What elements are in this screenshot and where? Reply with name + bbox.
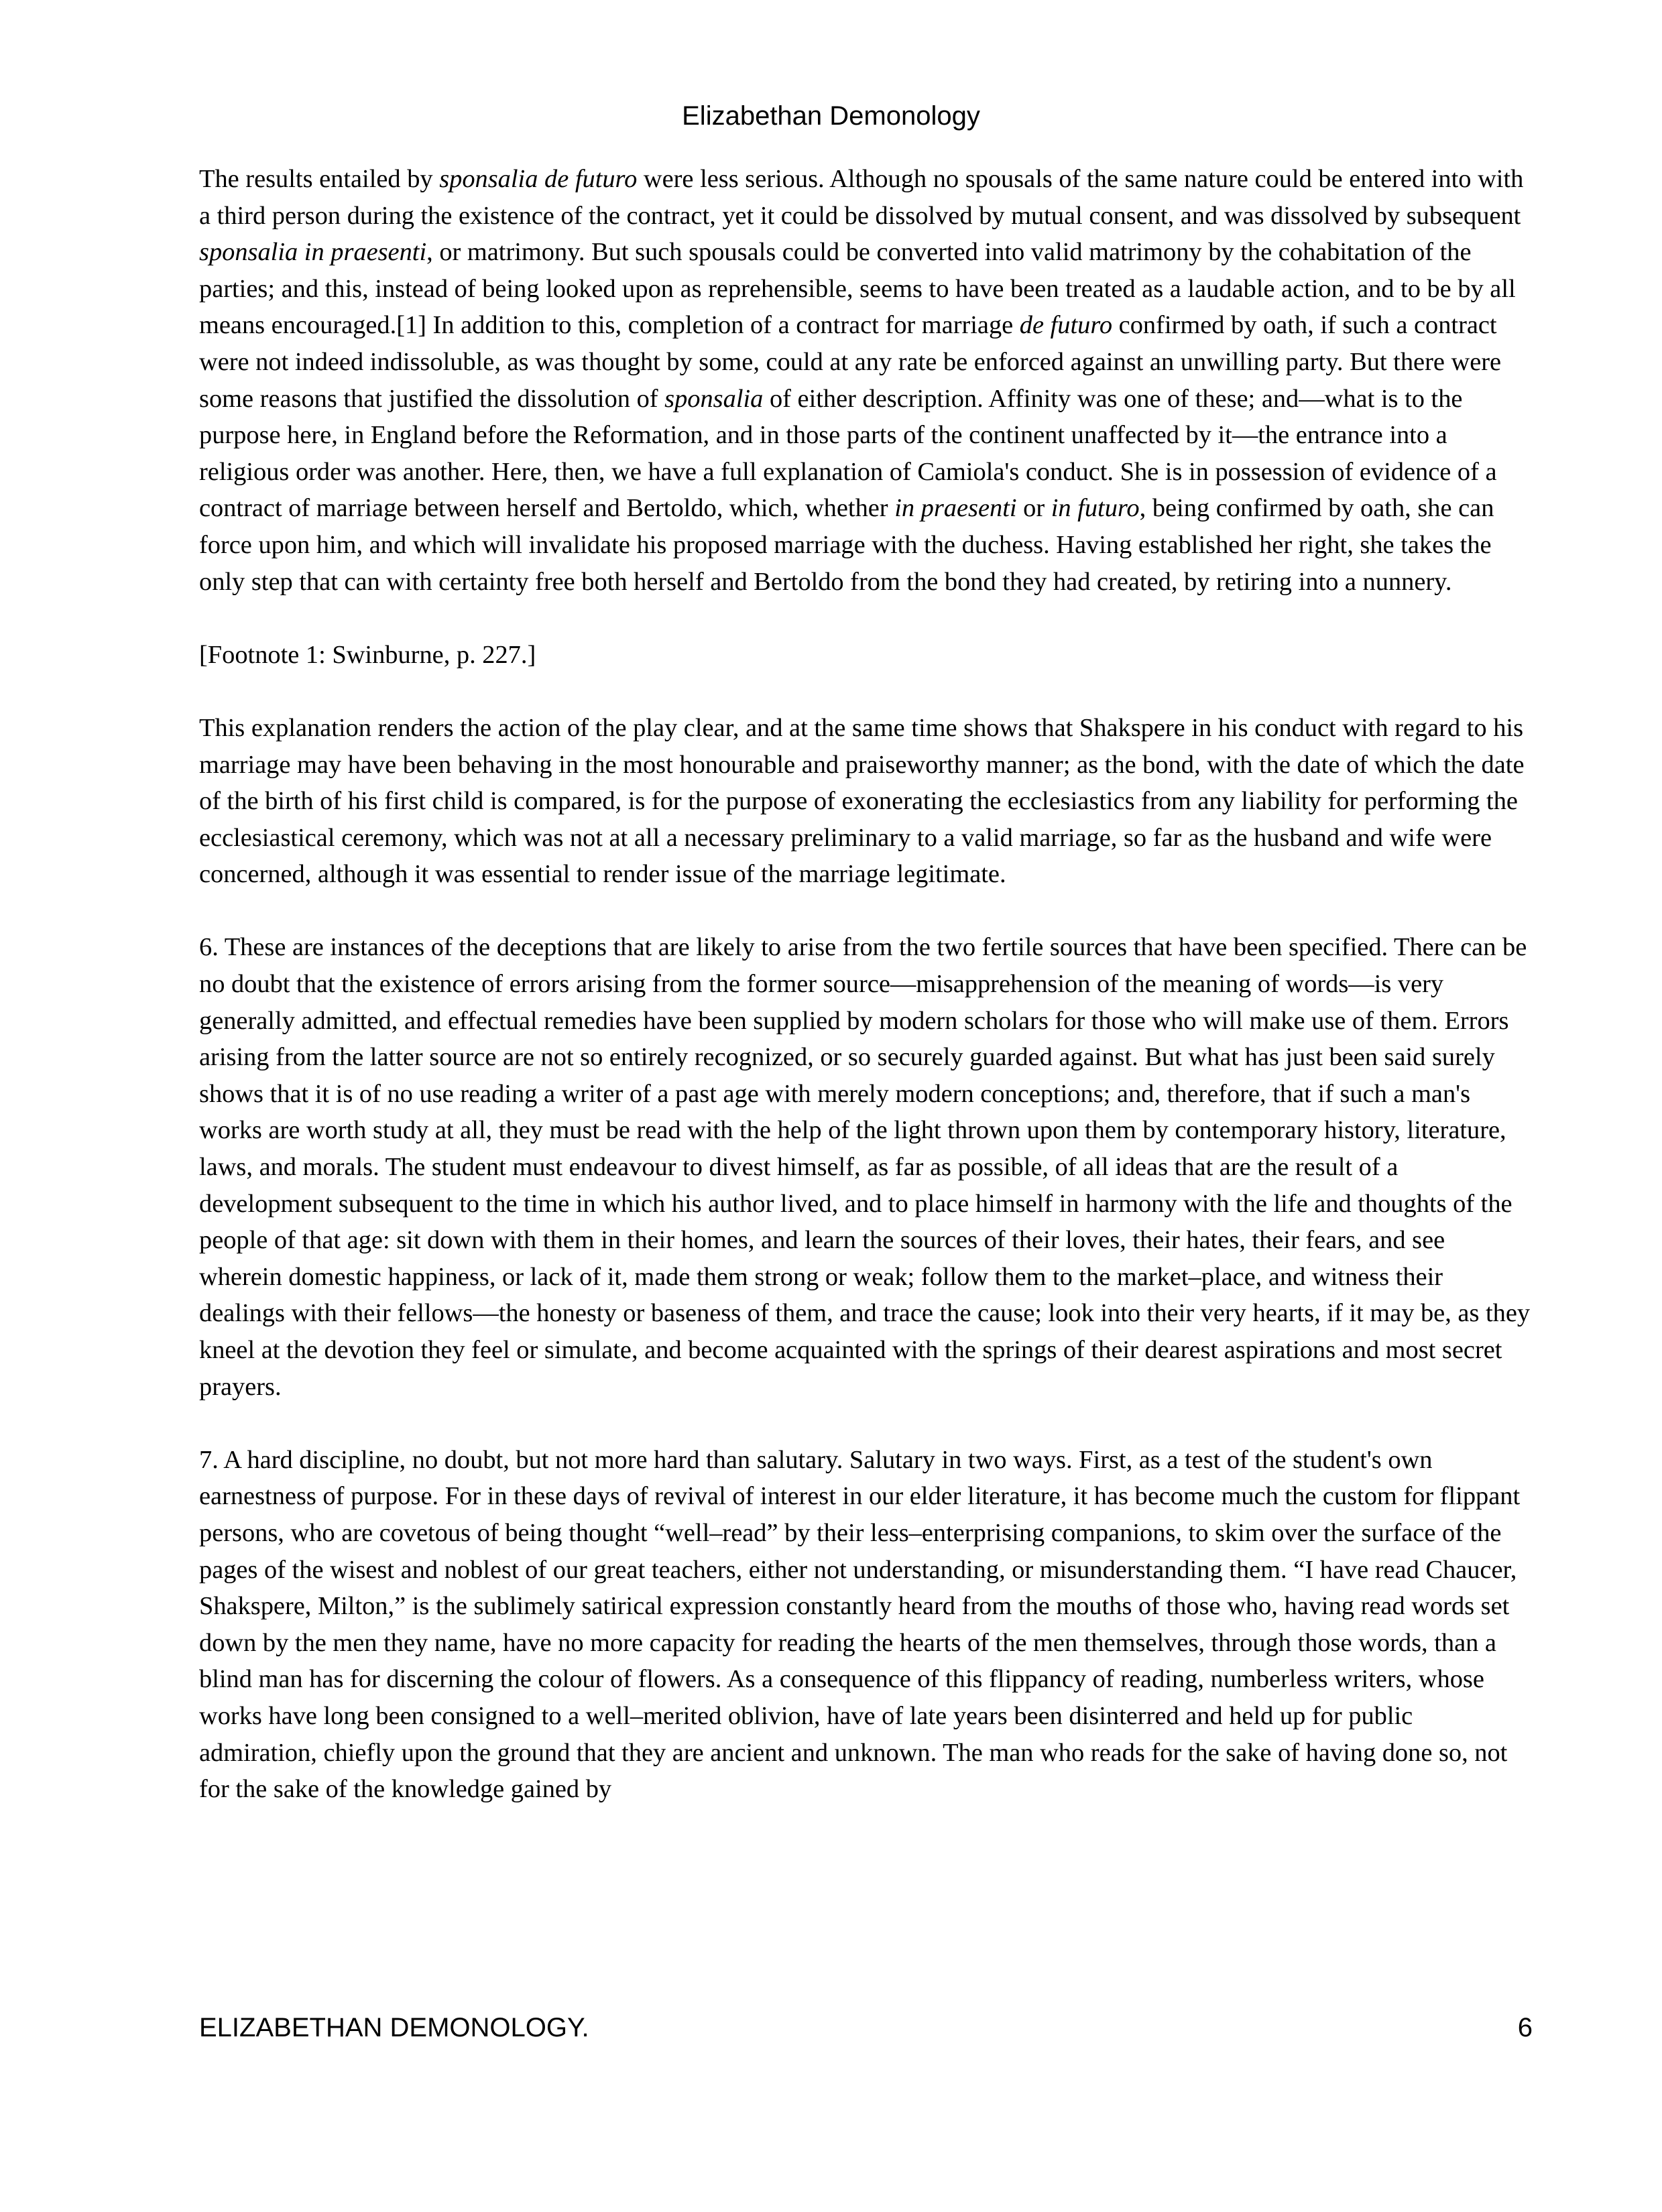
italic-term: de futuro bbox=[1019, 311, 1113, 340]
body-text bbox=[199, 161, 1533, 1844]
italic-term: in praesenti bbox=[894, 494, 1017, 523]
footer-book-title: ELIZABETHAN DEMONOLOGY. bbox=[199, 2013, 589, 2042]
italic-term: sponsalia in praesenti bbox=[199, 238, 427, 267]
text-segment: , or matrimony. But such spousals could be converted into valid matrimony by the cohabitation of the parties; and this, instead of being looked upon as reprehensible, seems to have been treated as a laudable action, and to be by all means encouraged.[1] In addition to this, completion of a contract for marriage bbox=[199, 238, 1516, 340]
text-segment: This explanation renders the action of the play clear, and at the same time shows that Shakspere in his conduct with regard to his marriage may have been behaving in the most honourable and praiseworthy manner; as the bond, with the date of which the date of the birth of his first child is compared, is for the purpose of exonerating the ecclesiastics from any liability for performing the ecclesiastical ceremony, which was not at all a necessary preliminary to a valid marriage, so far as the husband and wife were concerned, although it was essential to render issue of the marriage legitimate. bbox=[199, 713, 1525, 889]
text-segment: 7. A hard discipline, no doubt, but not more hard than salutary. Salutary in two ways. First, as a test of the student's own earnestness of purpose. For in these days of revival of interest in our elder literature, it has become much the custom for flippant persons, who are covetous of being thought “well–read” by their less–enterprising companions, to skim over the surface of the pages of the wisest and noblest of our great teachers, either not understanding, or misunderstanding them. “I have read Chaucer, Shakspere, Milton,” is the sublimely satirical expression constantly heard from the mouths of those who, having read words set down by the men they name, have no more capacity for reading the hearts of the men themselves, through those words, than a blind man has for discerning the colour of flowers. As a consequence of this flippancy of reading, numberless writers, whose works have long been consigned to a well–merited oblivion, have of late years been disinterred and held up for public admiration, chiefly upon the ground that they are ancient and unknown. The man who reads for the sake of having done so, not for the sake of the knowledge gained by bbox=[199, 1445, 1521, 1804]
text-segment: were less serious. Although no spousals of the same nature could be entered into with a third person during the existence of the contract, yet it could be dissolved by mutual consent, and was dissolved by subsequent bbox=[199, 165, 1524, 230]
page-header: Elizabethan Demonology bbox=[682, 101, 980, 131]
footer-page-number: 6 bbox=[1517, 2013, 1533, 2042]
text-segment: confirmed by oath, if such a contract were not indeed indissoluble, as was thought by some, could at any rate be enforced against an unwilling party. But there were some reasons that justified the dissolution of bbox=[199, 311, 1502, 413]
italic-term: sponsalia de futuro bbox=[439, 165, 638, 193]
text-segment: , being confirmed by oath, she can force upon him, and which will invalidate his proposed marriage with the duchess. Having established her right, she takes the only step that can with certainty free both herself and Bertoldo from the bond they had created, by retiring into a nunnery. bbox=[199, 494, 1494, 596]
text-segment: 6. These are instances of the deceptions that are likely to arise from the two fertile sources that have been specified. There can be no doubt that the existence of errors arising from the former source—misapprehension of the meaning of words—is very generally admitted, and effectual remedies have been supplied by modern scholars for those who will make use of them. Errors arising from the latter source are not so entirely recognized, or so securely guarded against. But what has just been said surely shows that it is of no use reading a writer of a past age with merely modern conceptions; and, therefore, that if such a man's works are worth study at all, they must be read with the help of the light thrown upon them by contemporary history, literature, laws, and morals. The student must endeavour to divest himself, as far as possible, of all ideas that are the result of a development subsequent to the time in which his author lived, and to place himself in harmony with the life and thoughts of the people of that age: sit down with them in their homes, and learn the sources of their loves, their hates, their fears, and see wherein domestic happiness, or lack of it, made them strong or weak; follow them to the market–place, and witness their dealings with their fellows—the honesty or baseness of them, and trace the cause; look into their very hearts, if it may be, as they kneel at the devotion they feel or simulate, and become acquainted with the springs of their dearest aspirations and most secret prayers. bbox=[199, 933, 1531, 1401]
paragraph bbox=[199, 710, 1533, 893]
footnote bbox=[199, 637, 1533, 674]
text-segment: of either description. Affinity was one of these; and—what is to the purpose here, in England before the Reformation, and in those parts of the continent unaffected by it—the entrance into a religious order was another. Here, then, we have a full explanation of Camiola's conduct. She is in possession of evidence of a contract of marriage between herself and Bertoldo, which, whether bbox=[199, 384, 1497, 523]
text-segment: or bbox=[1016, 494, 1051, 523]
text-segment: [Footnote 1: Swinburne, p. 227.] bbox=[199, 640, 536, 669]
paragraph bbox=[199, 161, 1533, 600]
paragraph bbox=[199, 1442, 1533, 1808]
paragraph bbox=[199, 929, 1533, 1405]
text-segment: The results entailed by bbox=[199, 165, 440, 193]
italic-term: sponsalia bbox=[664, 384, 764, 413]
italic-term: in futuro bbox=[1051, 494, 1140, 523]
